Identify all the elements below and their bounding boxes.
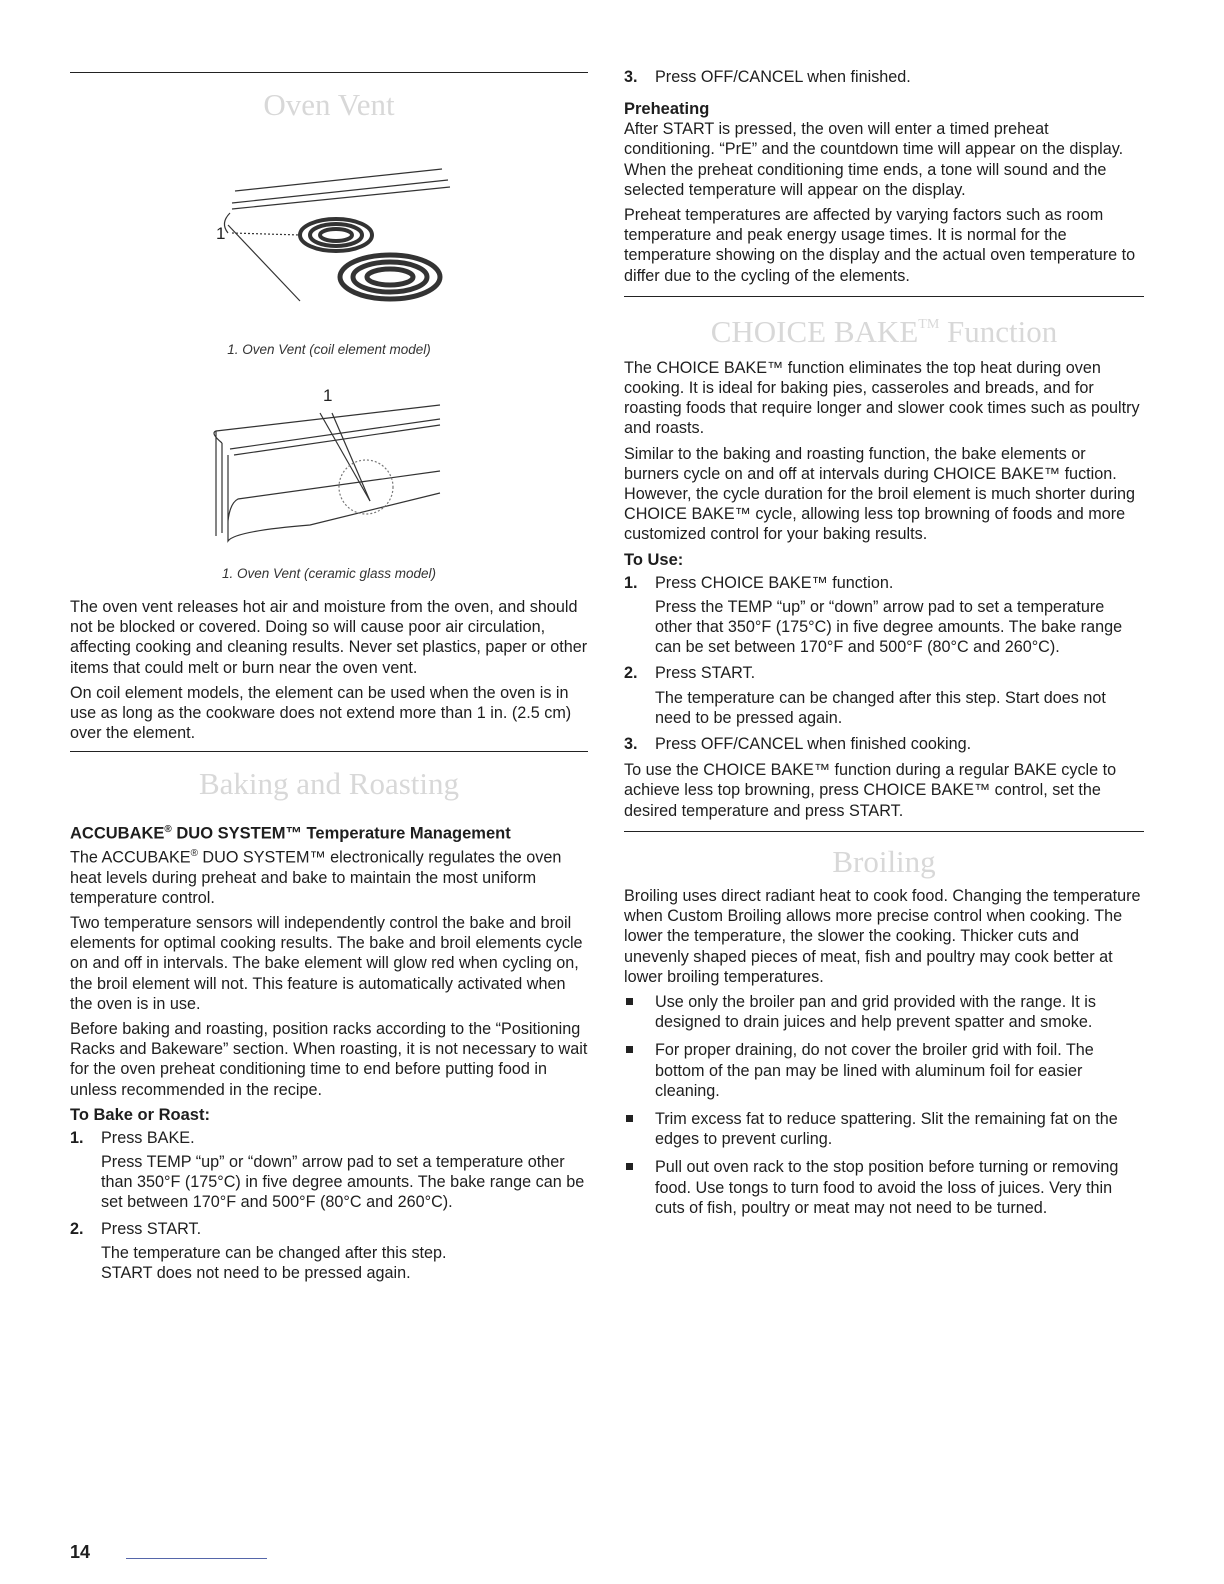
coil-callout-number: 1 — [216, 224, 226, 243]
bullet-text: Pull out oven rack to the stop position before turning or removing food. Use tongs to turn food to avoid the loss of juices. Very thin cuts of fish, poultry or meat may not need to be turned. — [655, 1158, 1119, 1217]
choice-step-2 — [624, 663, 1144, 728]
broiling-title: Broiling — [832, 843, 936, 879]
section-rule — [70, 751, 588, 752]
step-number: 3. — [624, 735, 638, 754]
coil-burner-1 — [300, 219, 372, 251]
right-column — [624, 0, 1144, 1226]
preheating-subhead: Preheating — [624, 100, 710, 119]
choice-bake-paragraph-1: The CHOICE BAKE™ function eliminates the top heat during oven cooking. It is ideal for baking pies, casseroles and breads, and for roasting foods that require longer and slower cook times such as poultry and roasts. — [624, 358, 1140, 438]
choice-bake-paragraph-3: To use the CHOICE BAKE™ function during a regular BAKE cycle to achieve less top browning, press CHOICE BAKE™ control, set the desired temperature and press START. — [624, 761, 1117, 820]
bullet-marker — [626, 1163, 633, 1170]
broiling-bullet-3 — [624, 1109, 1144, 1149]
step-number: 1. — [70, 1128, 84, 1147]
bake-step-2 — [70, 1219, 588, 1284]
bullet-marker — [626, 1115, 633, 1122]
choice-bake-title: CHOICE BAKE™ Function — [710, 313, 1058, 349]
step-number: 2. — [70, 1219, 84, 1238]
step-title: Press CHOICE BAKE™ function. — [655, 573, 894, 592]
oven-vent-paragraph-1: The oven vent releases hot air and moisture from the oven, and should not be blocked or covered. Doing so will cause poor air circulation, affecting cooking and cleaning results. Never set plastics, paper or other items that could melt or burn near the oven vent. — [70, 598, 588, 677]
broiling-paragraph-1: Broiling uses direct radiant heat to cook food. Changing the temperature when Custom Broiling allows more precise control when cooking. The lower the temperature, the slower the cooking. Thicker cuts and unevenly shaped pieces of meat, fish and poultry may cook better at lower broiling temperatures. — [624, 886, 1141, 986]
left-column — [70, 0, 588, 1289]
step-title: Press BAKE. — [101, 1128, 195, 1147]
bullet-text: Use only the broiler pan and grid provided with the range. It is designed to drain juices and help prevent spatter and smoke. — [655, 992, 1096, 1032]
choice-step-3 — [624, 734, 1144, 754]
step-detail: The temperature can be changed after this step. Start does not need to be pressed again. — [655, 688, 1106, 727]
to-use-subhead: To Use: — [624, 550, 684, 569]
baking-roasting-title: Baking and Roasting — [198, 766, 460, 802]
section-rule — [624, 296, 1144, 297]
choice-bake-paragraph-2: Similar to the baking and roasting function, the bake elements or burners cycle on and off at intervals during CHOICE BAKE™ fuction. However, the cycle duration for the broil element is much shorter during CHOICE BAKE™ cycle, allowing less top browning of foods and more customized control for your baking results. — [624, 444, 1136, 544]
choice-step-1 — [624, 573, 1144, 658]
step-title: Press OFF/CANCEL when finished. — [655, 68, 911, 86]
section-rule — [624, 831, 1144, 832]
oven-vent-title: Oven Vent — [263, 87, 395, 122]
step-detail: Press the TEMP “up” or “down” arrow pad to set a temperature other that 350°F (175°C) in five degree amounts. The bake range can be set between 170°F and 500°F (80°C and 260°C). — [655, 597, 1123, 657]
coil-oven-vent-illustration — [70, 125, 588, 337]
step-number: 1. — [624, 573, 638, 592]
step-detail: START does not need to be pressed again. — [101, 1263, 411, 1282]
step-number: 3. — [624, 68, 638, 86]
bake-step-1 — [70, 1128, 588, 1213]
bullet-text: Trim excess fat to reduce spattering. Slit the remaining fat on the edges to prevent curling. — [655, 1109, 1118, 1149]
step-title: Press OFF/CANCEL when finished cooking. — [655, 735, 972, 754]
step-title: Press START. — [101, 1219, 202, 1238]
glass-oven-vent-illustration — [70, 371, 588, 561]
bullet-marker — [626, 1046, 633, 1053]
step-title: Press START. — [655, 664, 756, 683]
accubake-paragraph-3: Before baking and roasting, position racks according to the “Positioning Racks and Bakeware” section. When roasting, it is not necessary to wait for the oven preheat conditioning time to end before putting food in unless recommended in the recipe. — [70, 1019, 588, 1099]
to-bake-subhead: To Bake or Roast: — [70, 1105, 210, 1124]
accubake-paragraph-1: The ACCUBAKE® DUO SYSTEM™ electronically regulates the oven heat levels during preheat and bake to maintain the most uniform temperature control. — [70, 847, 562, 907]
bake-step-3 — [624, 67, 1144, 87]
step-detail: Press TEMP “up” or “down” arrow pad to set a temperature other than 350°F (175°C) in five degree amounts. The bake range can be set between 170°F and 500°F (80°C and 260°C). — [101, 1152, 585, 1212]
broiling-bullet-2 — [624, 1040, 1144, 1101]
accubake-paragraph-2: Two temperature sensors will independently control the bake and broil elements for optimal cooking results. The bake and broil elements cycle on and off in intervals. The bake element will glow red when cycling on, the broil element will not. This feature is automatically activated when the oven is in use. — [70, 913, 583, 1013]
glass-caption: 1. Oven Vent (ceramic glass model) — [221, 566, 437, 581]
page-number: 14 — [70, 1542, 91, 1562]
broiling-bullet-4 — [624, 1157, 1144, 1218]
coil-caption: 1. Oven Vent (coil element model) — [227, 342, 431, 357]
broiling-bullet-1 — [624, 992, 1144, 1032]
oven-vent-paragraph-2: On coil element models, the element can be used when the oven is in use as long as the cookware does not extend more than 1 in. (2.5 cm) over the element. — [70, 683, 572, 743]
footer-line — [126, 1558, 267, 1559]
coil-burner-2 — [340, 255, 440, 299]
section-rule — [70, 72, 588, 73]
accubake-subhead: ACCUBAKE® DUO SYSTEM™ Temperature Management — [70, 824, 511, 843]
bullet-marker — [626, 998, 633, 1005]
preheating-paragraph-1: After START is pressed, the oven will enter a timed preheat conditioning. “PrE” and the countdown time will appear on the display. When the preheat conditioning time ends, a tone will sound and the selected temperature will appear on the display. — [624, 120, 1124, 199]
glass-callout-number: 1 — [323, 386, 333, 405]
preheating-paragraph-2: Preheat temperatures are affected by varying factors such as room temperature and peak energy usage times. It is normal for the temperature showing on the display and the actual oven temperature to differ due to the cycling of the elements. — [624, 206, 1136, 285]
bullet-text: For proper draining, do not cover the broiler grid with foil. The bottom of the pan may be lined with aluminum foil for easier cleaning. — [655, 1041, 1094, 1100]
step-number: 2. — [624, 664, 638, 683]
step-detail: The temperature can be changed after this step. — [101, 1243, 447, 1262]
